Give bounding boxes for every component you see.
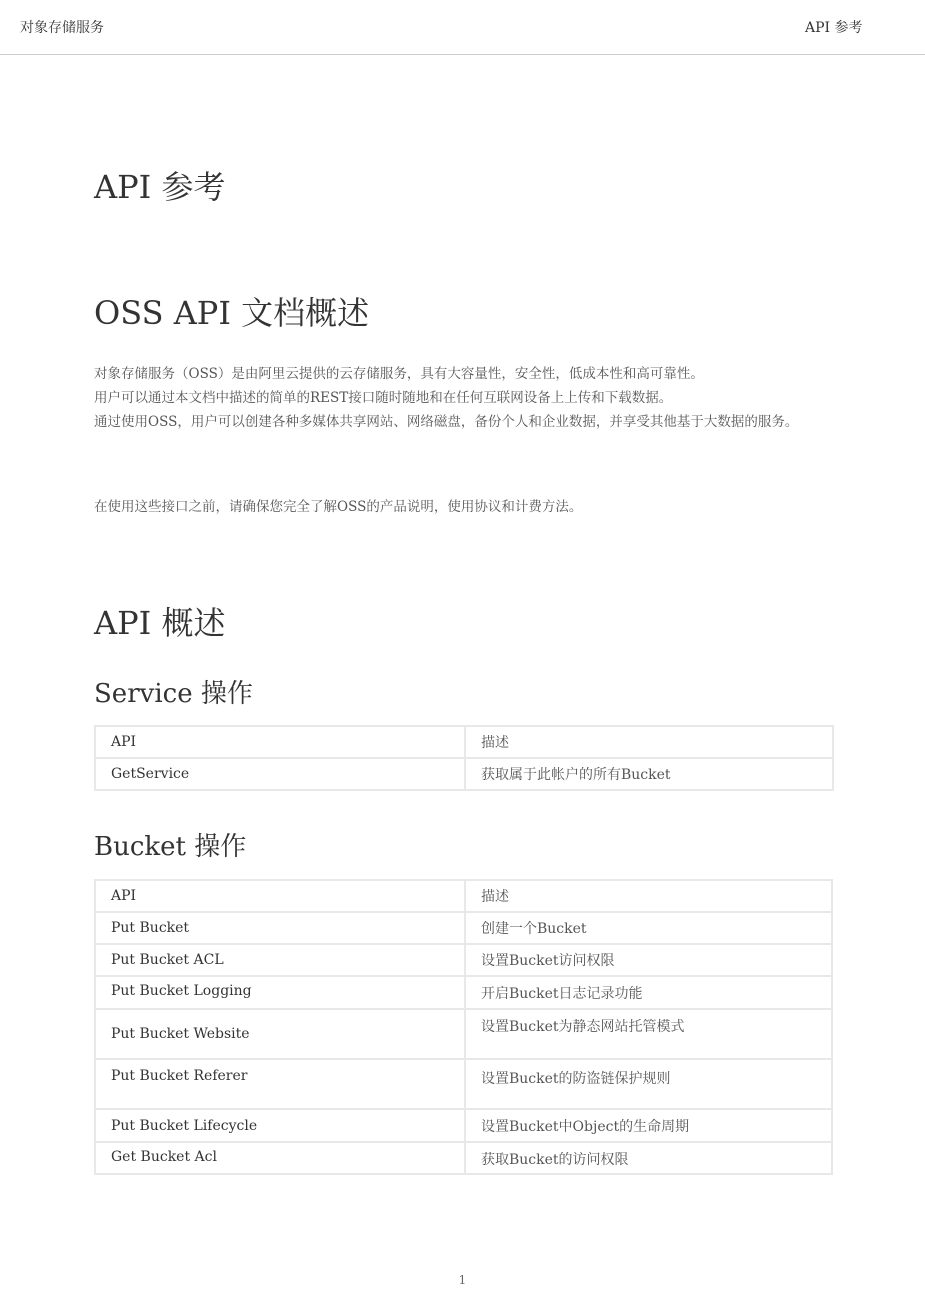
api-description-cell: 设置Bucket为静态网站托管模式 — [465, 1009, 832, 1059]
table-row — [95, 1009, 832, 1059]
api-description-cell: 获取属于此帐户的所有Bucket — [465, 758, 833, 790]
column-header-api: API — [95, 726, 465, 758]
page-number: 1 — [458, 1273, 467, 1287]
api-name-cell: Put Bucket Website — [95, 1009, 465, 1059]
header-doc-title: 对象存储服务 — [20, 20, 104, 36]
api-name-cell: Get Bucket Acl — [95, 1142, 465, 1174]
api-name-cell: Put Bucket Logging — [95, 976, 465, 1009]
api-name-cell: Put Bucket Lifecycle — [95, 1109, 465, 1142]
api-name-cell: GetService — [95, 758, 465, 790]
table-header-row — [95, 726, 833, 758]
page-header — [0, 0, 925, 55]
service-operations-heading: Service 操作 — [94, 679, 253, 709]
api-description-cell: 设置Bucket中Object的生命周期 — [465, 1109, 832, 1142]
api-description-cell: 设置Bucket访问权限 — [465, 944, 832, 976]
column-header-api: API — [95, 880, 465, 912]
table-row — [95, 944, 832, 976]
usage-note: 在使用这些接口之前，请确保您完全了解OSS的产品说明，使用协议和计费方法。 — [94, 499, 583, 515]
column-header-description: 描述 — [465, 880, 832, 912]
api-name-cell: Put Bucket Referer — [95, 1059, 465, 1109]
bucket-operations-heading: Bucket 操作 — [94, 832, 247, 862]
table-row — [95, 758, 833, 790]
api-description-cell: 开启Bucket日志记录功能 — [465, 976, 832, 1009]
service-table — [94, 725, 834, 791]
bucket-table — [94, 879, 833, 1175]
intro-line: 通过使用OSS，用户可以创建各种多媒体共享网站、网络磁盘，备份个人和企业数据，并享受其他基于大数据的服务。 — [94, 414, 799, 430]
intro-line: 对象存储服务（OSS）是由阿里云提供的云存储服务，具有大容量性，安全性，低成本性和高可靠性。 — [94, 366, 704, 382]
api-name-cell: Put Bucket ACL — [95, 944, 465, 976]
api-description-cell: 创建一个Bucket — [465, 912, 832, 944]
overview-heading: OSS API 文档概述 — [94, 294, 370, 332]
api-description-cell: 获取Bucket的访问权限 — [465, 1142, 832, 1174]
header-section-title: API 参考 — [805, 20, 863, 36]
table-header-row — [95, 880, 832, 912]
api-description-cell: 设置Bucket的防盗链保护规则 — [465, 1059, 832, 1109]
api-name-cell: Put Bucket — [95, 912, 465, 944]
table-row — [95, 1109, 832, 1142]
table-row — [95, 976, 832, 1009]
table-row — [95, 1142, 832, 1174]
api-overview-heading: API 概述 — [94, 604, 226, 642]
intro-paragraph — [94, 362, 798, 434]
table-row — [95, 912, 832, 944]
column-header-description: 描述 — [465, 726, 833, 758]
intro-line: 用户可以通过本文档中描述的简单的REST接口随时随地和在任何互联网设备上上传和下载数据。 — [94, 390, 673, 406]
table-row — [95, 1059, 832, 1109]
page-title: API 参考 — [94, 168, 226, 206]
